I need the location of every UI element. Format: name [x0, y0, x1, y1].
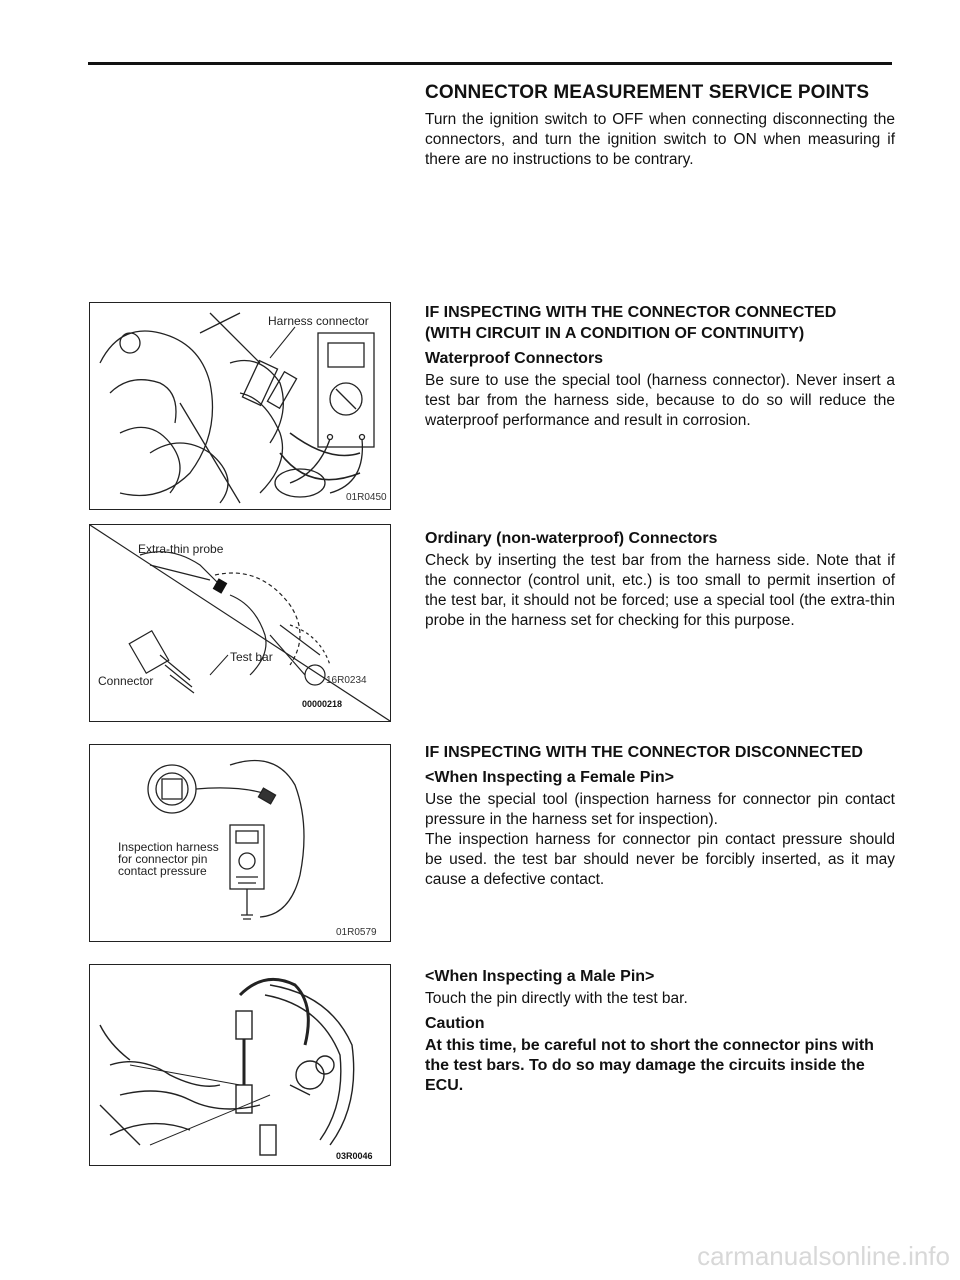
- male-pin-title: <When Inspecting a Male Pin>: [425, 968, 655, 985]
- harness-connector-illustration: [90, 303, 390, 509]
- section-main: [425, 82, 895, 170]
- ordinary-title: Ordinary (non-waterproof) Connectors: [425, 530, 718, 547]
- male-pin-illustration: [90, 965, 390, 1165]
- waterproof-title: Waterproof Connectors: [425, 350, 604, 367]
- female-pin-body-1: Use the special tool (inspection harness for connector pin contact pressure in the harness set for inspection).: [425, 791, 895, 828]
- header-rule: [88, 62, 892, 65]
- figure-inspection-harness: [89, 744, 391, 942]
- caution-body: At this time, be careful not to short the connector pins with the test bars. To do so may damage the circuits inside the ECU.: [425, 1037, 874, 1094]
- inspection-harness-label-line3: contact pressure: [118, 864, 207, 878]
- figure-code-2: 00000218: [302, 699, 343, 709]
- figure-harness-connector: [89, 302, 391, 510]
- figure-code: 03R0046: [336, 1151, 373, 1161]
- section-ordinary: [425, 524, 895, 631]
- figure-code: 16R0234: [326, 675, 367, 686]
- figure-code: 01R0579: [336, 927, 377, 938]
- main-body: Turn the ignition switch to OFF when connecting disconnecting the connectors, and turn the ignition switch to ON when measuring if there are no instructions to be contrary.: [425, 111, 895, 168]
- inspection-harness-label-line2: for connector pin: [118, 852, 208, 866]
- section-connected: [425, 302, 895, 431]
- figure-extra-thin-probe: [89, 524, 391, 722]
- caution-title: Caution: [425, 1015, 485, 1032]
- connector-label: Connector: [98, 674, 154, 688]
- extra-thin-probe-label: Extra-thin probe: [138, 542, 224, 556]
- section-male: [425, 962, 895, 1096]
- connected-title-line2: (WITH CIRCUIT IN A CONDITION OF CONTINUITY): [425, 325, 805, 342]
- section-disconnected: [425, 742, 895, 890]
- inspection-harness-label-line1: Inspection harness: [118, 840, 219, 854]
- harness-connector-label: Harness connector: [268, 314, 369, 328]
- female-pin-title: <When Inspecting a Female Pin>: [425, 769, 674, 786]
- disconnected-title: IF INSPECTING WITH THE CONNECTOR DISCONNECTED: [425, 744, 863, 761]
- extra-thin-probe-illustration: [90, 525, 390, 721]
- figure-male-pin: [89, 964, 391, 1166]
- female-pin-body-2: The inspection harness for connector pin contact pressure should be used. the test bar should never be forcibly inserted, as it may cause a defective contact.: [425, 831, 895, 888]
- page-title: CONNECTOR MEASUREMENT SERVICE POINTS: [425, 82, 870, 103]
- waterproof-body: Be sure to use the special tool (harness connector). Never insert a test bar from the harness side, because to do so will reduce the waterproof performance and result in corrosion.: [425, 372, 895, 429]
- footer-watermark: carmanualsonline.info: [697, 1241, 950, 1271]
- figure-code: 01R0450: [346, 492, 387, 503]
- ordinary-body: Check by inserting the test bar from the harness side. Note that if the connector (control unit, etc.) is too small to permit insertion of the test bar, it should not be forced; use a special tool (the extra-thin probe in the harness set for checking for this purpose.: [425, 552, 895, 629]
- inspection-harness-illustration: [90, 745, 390, 941]
- test-bar-label: Test bar: [230, 650, 273, 664]
- connected-title-line1: IF INSPECTING WITH THE CONNECTOR CONNECTED: [425, 304, 837, 321]
- male-pin-body: Touch the pin directly with the test bar.: [425, 990, 688, 1007]
